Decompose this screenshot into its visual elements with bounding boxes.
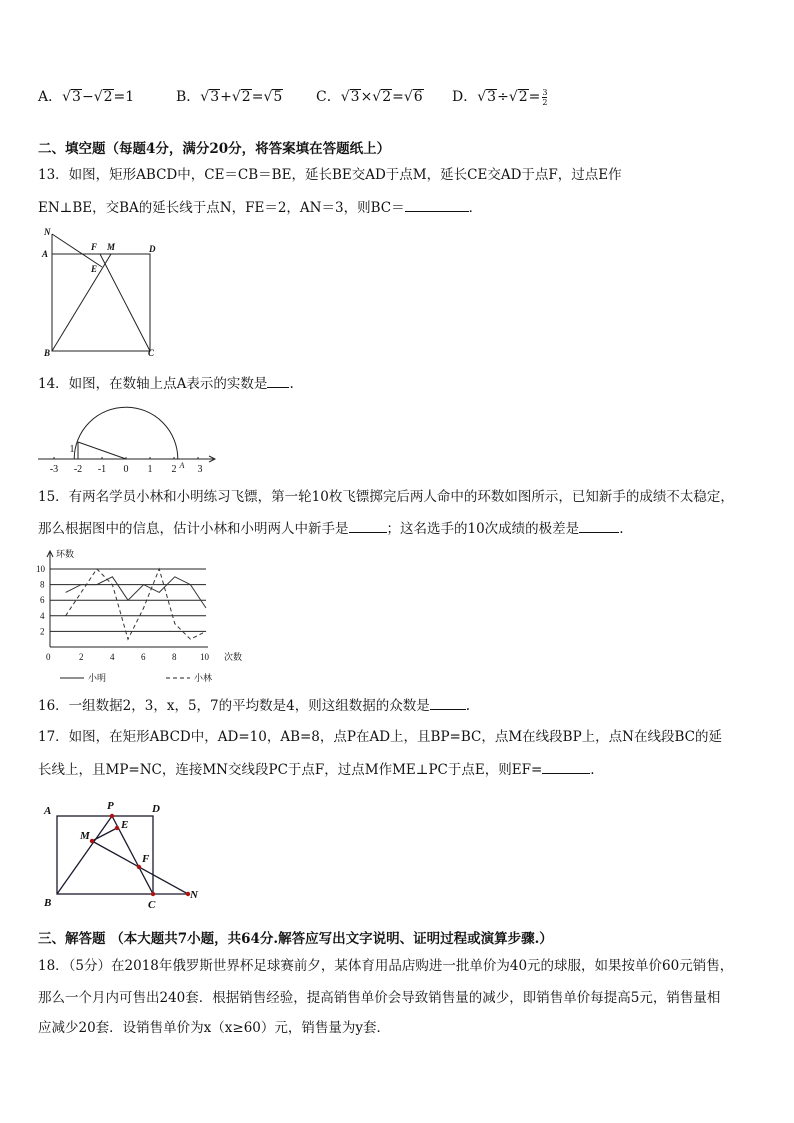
q18-line2: 那么一个月内可售出240套．根据销售经验，提高销售单价会导致销售量的减少，即销售单价每提高5元，销售量相 — [38, 990, 721, 1006]
label-c: C — [148, 348, 155, 358]
rect-abcd — [52, 254, 150, 351]
q16-text: 16．一组数据2，3，x，5，7的平均数是4，则这组数据的众数是 . — [38, 695, 470, 716]
label-n: N — [44, 227, 51, 237]
tick-label: 3 — [197, 464, 203, 475]
point-e — [115, 826, 119, 830]
y-axis-title: 环数 — [56, 549, 75, 559]
label-p: P — [107, 800, 114, 812]
label-a: A — [42, 249, 49, 259]
label-e: E — [121, 819, 129, 831]
legend-label-xiaoming: 小明 — [88, 673, 107, 683]
label-b: B — [44, 897, 52, 909]
q13-answer-blank[interactable] — [405, 197, 469, 212]
label-point-a: A — [179, 461, 185, 470]
q17-figure — [36, 796, 206, 914]
label-m: M — [80, 830, 90, 842]
q16-answer-blank[interactable] — [430, 695, 466, 710]
series-line-xiaoming — [66, 577, 206, 608]
q18-line3: 应减少20套．设销售单价为x（x≥60）元，销售量为y套． — [38, 1020, 391, 1036]
q13-figure — [36, 226, 168, 360]
section-2-title: 二、填空题（每题4分，满分20分，将答案填在答题纸上） — [38, 141, 391, 157]
label-b: B — [44, 348, 51, 358]
legend-label-xiaolin: 小林 — [194, 673, 213, 683]
y-tick-label: 6 — [40, 595, 45, 606]
q17-line1: 17．如图，在矩形ABCD中，AD=10，AB=8，点P在AD上，且BP=BC，点M在线段BP上，点N在线段BC的延 — [38, 729, 722, 745]
q14-answer-blank[interactable] — [267, 373, 289, 388]
hypotenuse — [78, 442, 126, 459]
segment-bp — [57, 816, 112, 894]
y-tick-label: 4 — [40, 610, 45, 621]
label-f: F — [142, 853, 150, 865]
label-m: M — [107, 242, 116, 252]
option-a: A．√3−√2=1 — [38, 89, 135, 105]
label-f: F — [91, 242, 98, 252]
label-n: N — [190, 889, 198, 901]
x-tick-label: 8 — [172, 652, 177, 662]
tick-label: -1 — [97, 464, 107, 475]
point-c — [151, 892, 155, 896]
rect-abcd — [57, 816, 153, 894]
point-f — [137, 865, 141, 869]
label-d: D — [149, 244, 156, 254]
tick-label: -3 — [49, 464, 59, 475]
q17-answer-blank[interactable] — [542, 759, 590, 774]
q15-answer-blank-1[interactable] — [349, 518, 387, 533]
q17-line2: 长线上，且MP=NC，连接MN交线段PC于点F，过点M作ME⊥PC于点E，则EF= . — [38, 759, 595, 780]
q15-line1: 15．有两名学员小林和小明练习飞镖，第一轮10枚飞镖掷完后两人命中的环数如图所示，已知新手的成绩不太稳定， — [38, 489, 734, 505]
segment-me — [92, 828, 117, 841]
series-line-xiaolin — [66, 569, 206, 639]
q14-text: 14．如图，在数轴上点A表示的实数是 . — [38, 373, 294, 394]
q13-line2: EN⊥BE，交BA的延长线于点N，FE＝2，AN＝3，则BC＝ ． — [38, 197, 482, 218]
option-b: B．√3+√2=√5 — [176, 89, 283, 105]
tick-label: 0 — [123, 464, 129, 475]
label-e: E — [91, 264, 98, 274]
y-tick-label: 10 — [36, 564, 45, 574]
q15-line-chart — [28, 546, 250, 686]
label-a: A — [44, 805, 52, 817]
y-tick-label: 8 — [40, 579, 45, 590]
q15-answer-blank-2[interactable] — [579, 518, 619, 533]
x-tick-label: 2 — [79, 652, 84, 662]
segment-cf — [100, 254, 150, 351]
label-c: C — [148, 899, 156, 911]
option-d: D．√3÷√2= $\frac{3}{2}$ — [452, 87, 548, 107]
label-d: D — [152, 803, 160, 815]
x-tick-label: 4 — [110, 652, 115, 662]
q18-line1: 18．（5分）在2018年俄罗斯世界杯足球赛前夕，某体育用品店购进一批单价为40元的球服，如果按单价60元销售， — [38, 958, 734, 974]
x-tick-label: 10 — [200, 652, 209, 662]
q15-line2: 那么根据图中的信息，估计小林和小明两人中新手是 ；这名选手的10次成绩的极差是 . — [38, 518, 623, 539]
x-tick-label: 6 — [141, 652, 146, 662]
semicircle-arc — [74, 407, 178, 459]
label-one: 1 — [69, 444, 75, 455]
point-m — [90, 839, 94, 843]
segment-bm — [52, 254, 111, 351]
option-c: C．√3×√2=√6 — [316, 89, 423, 105]
q14-number-line — [34, 398, 220, 478]
point-p — [110, 814, 114, 818]
tick-label: 2 — [171, 464, 177, 475]
tick-label: -2 — [73, 464, 83, 475]
x-tick-label: 0 — [46, 652, 51, 662]
y-tick-label: 2 — [40, 626, 45, 637]
x-axis-title: 次数 — [224, 652, 243, 662]
q13-line1: 13．如图，矩形ABCD中，CE＝CB＝BE，延长BE交AD于点M，延长CE交AD于点F，过点E作 — [38, 167, 622, 183]
section-3-title: 三、解答题 （本大题共7小题，共64分.解答应写出文字说明、证明过程或演算步骤.） — [38, 931, 553, 947]
tick-label: 1 — [147, 464, 153, 475]
